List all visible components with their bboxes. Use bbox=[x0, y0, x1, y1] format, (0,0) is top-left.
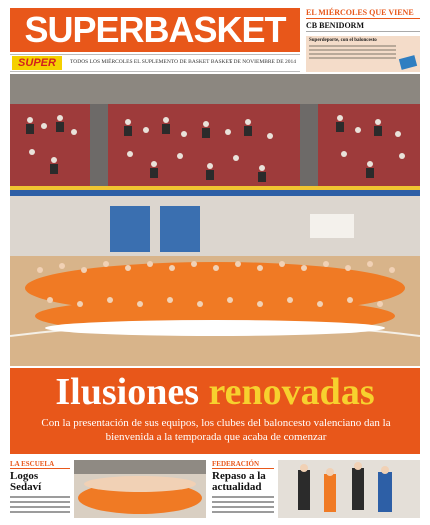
headline-accent: renovadas bbox=[208, 371, 375, 413]
story-text-line bbox=[10, 496, 70, 498]
story-text-line bbox=[212, 511, 274, 513]
masthead bbox=[10, 8, 300, 52]
promo-title: Superdeporte, con el baloncesto bbox=[309, 38, 377, 43]
super-logo: SUPER bbox=[12, 56, 62, 70]
headline-deck: Con la presentación de sus equipos, los clubes del baloncesto valenciano dan la bienvenida a la temporada que acaba de comenzar bbox=[41, 417, 391, 443]
story-text-line bbox=[212, 506, 274, 508]
story-escuela-section: LA ESCUELA bbox=[10, 460, 70, 469]
next-week-heading: EL MIÉRCOLES QUE VIENE bbox=[306, 8, 420, 19]
masthead-strip bbox=[10, 54, 300, 72]
promo-text-line bbox=[309, 49, 396, 51]
story-text-line bbox=[10, 501, 70, 503]
newspaper-cover bbox=[6, 4, 424, 521]
story-escuela-title: Logos Sedaví bbox=[10, 470, 42, 493]
masthead-title: SUPERBASKET bbox=[24, 9, 286, 50]
headline-band bbox=[10, 368, 420, 454]
next-week-subheading: CB BENIDORM bbox=[306, 21, 420, 32]
story-escuela bbox=[10, 460, 70, 520]
promo-box bbox=[306, 36, 420, 72]
cover-photo bbox=[10, 74, 420, 366]
tagline: TODOS LOS MIÉRCOLES EL SUPLEMENTO DE BASKET BASKET bbox=[70, 59, 233, 65]
story-federacion-section: FEDERACIÓN bbox=[212, 460, 274, 469]
next-week-box bbox=[306, 8, 420, 72]
story-federacion-title: Repaso a la actualidad bbox=[212, 470, 266, 493]
story-escuela-photo bbox=[74, 460, 206, 518]
story-text-line bbox=[10, 511, 70, 513]
story-text-line bbox=[10, 506, 70, 508]
story-text-line bbox=[212, 496, 274, 498]
promo-text-line bbox=[309, 57, 396, 59]
issue-date: 5 DE NOVIEMBRE DE 2014 bbox=[229, 59, 296, 65]
story-federacion bbox=[212, 460, 274, 520]
promo-text-line bbox=[309, 45, 396, 47]
headline bbox=[10, 370, 420, 414]
story-federacion-photo bbox=[278, 460, 420, 518]
story-text-line bbox=[212, 501, 274, 503]
promo-text-line bbox=[309, 53, 396, 55]
envelope-icon bbox=[399, 55, 417, 70]
headline-start: Ilusiones bbox=[55, 371, 199, 413]
